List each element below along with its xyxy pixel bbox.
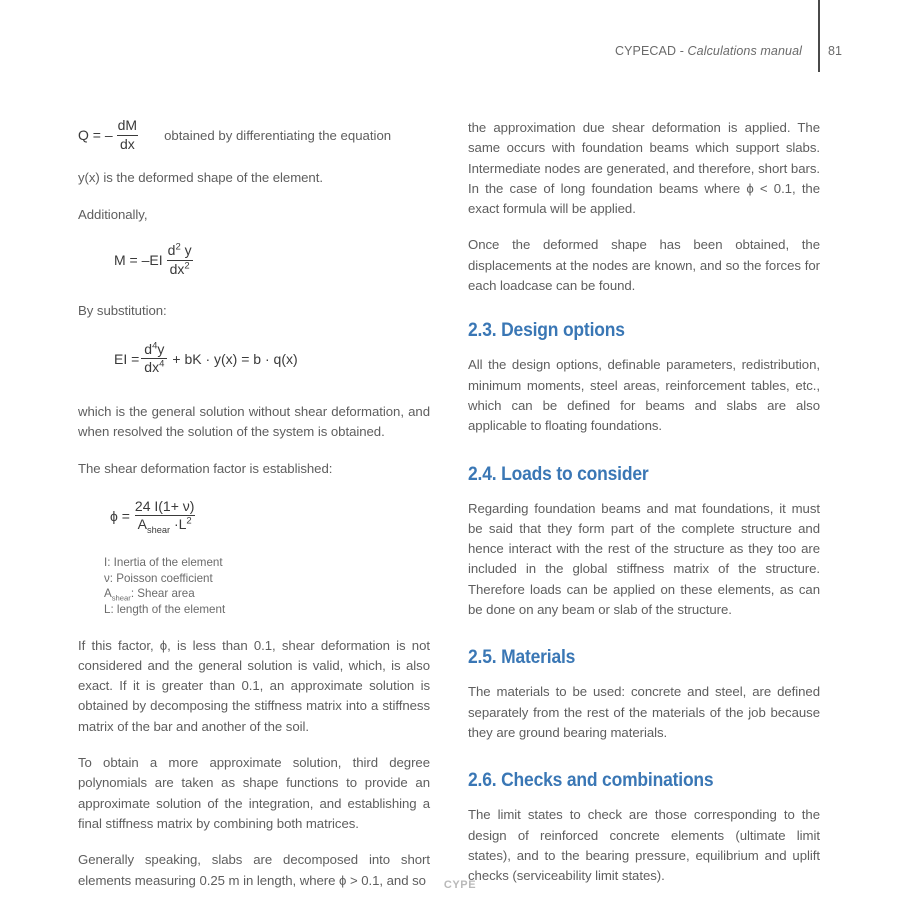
- equation-moment-num-base: d: [167, 241, 176, 258]
- page-header: [0, 0, 920, 90]
- definition-poisson: ν: Poisson coefficient: [104, 571, 213, 585]
- definition-shear-area-symbol: A: [104, 587, 112, 601]
- paragraph-deformed-obtained: Once the deformed shape has been obtained, the displacements at the nodes are known, and so the forces for each loadcase can be found.: [468, 237, 820, 294]
- equation-moment-num-variable: y: [184, 241, 192, 258]
- paragraph-design-options: All the design options, definable parameters, redistribution, minimum moments, steel areas, reinforcement tables, etc., which can be defined for beams and slabs are also applicable to floating foundations.: [468, 357, 820, 434]
- header-divider-rule: [818, 0, 820, 72]
- paragraph-slabs: Generally speaking, slabs are decomposed into short elements measuring 0.25 m in length, where ϕ > 0.1, and so: [78, 852, 430, 888]
- heading-loads-to-consider: 2.4. Loads to consider: [468, 463, 649, 485]
- paragraph-deformed-shape: y(x) is the deformed shape of the element.: [78, 170, 323, 186]
- paragraph-shear-factor: The shear deformation factor is established:: [78, 460, 333, 476]
- equation-moment-denominator: [167, 260, 193, 278]
- equation-general-solution: [114, 339, 430, 376]
- equation-phi-numerator: 24 I(1+ ν): [134, 497, 195, 514]
- left-column: [78, 118, 430, 907]
- paragraph-general-solution: which is the general solution without shear deformation, and when resolved the solution of the system is obtained.: [78, 403, 430, 440]
- equation-phi-den-length: ·L: [173, 516, 187, 533]
- paragraph-polynomials: To obtain a more approximate solution, third degree polynomials are taken as shape functions to provide an approximate solution of the integration, and establishing a final stiffness matrix by combining both matrices.: [78, 755, 430, 831]
- paragraph-additionally: Additionally,: [78, 206, 148, 222]
- equation-general-denominator: [141, 358, 167, 376]
- paragraph-by-substitution: By substitution:: [78, 303, 167, 319]
- footer-brand-cype: CYPE: [443, 879, 477, 891]
- definition-shear-area-text: : Shear area: [130, 587, 195, 601]
- paragraph-loads: Regarding foundation beams and mat foundations, it must be said that they form part of the complete structure and hence interact with the rest of the structure as they too are included in the global stiffness matrix of the structure. Therefore loads can be applied on these elements, as can be done on any beam or slab of the structure.: [468, 500, 820, 618]
- equation-moment-num-exponent: 2: [175, 241, 181, 253]
- equation-general-num-variable: y: [157, 340, 165, 357]
- right-column: [468, 118, 820, 902]
- paragraph-materials: The materials to be used: concrete and steel, are defined separately from the rest of the materials of the job because they are ground bearing materials.: [468, 684, 820, 740]
- definition-shear-area-subscript: shear: [111, 593, 131, 603]
- equation-moment-fraction: [165, 243, 195, 277]
- equation-phi-fraction: [132, 497, 198, 536]
- equation-moment-den-exponent: 2: [184, 259, 190, 271]
- equation-general-numerator: [141, 339, 167, 359]
- equation-general-num-base: d: [144, 340, 153, 357]
- header-title: [615, 44, 802, 58]
- equation-phi: [110, 497, 430, 536]
- equation-general-den-exponent: 4: [159, 358, 165, 370]
- header-product-name: CYPECAD -: [614, 44, 688, 58]
- equation-moment-numerator: [165, 243, 195, 260]
- equation-phi-den-subscript: shear: [146, 525, 171, 536]
- equation-general-lhs: EI =: [114, 350, 140, 367]
- page-footer: [0, 875, 920, 893]
- paragraph-checks: The limit states to check are those corresponding to the design of reinforced concrete elements (ultimate limit states), and to the bearing pressure, equilibrium and uplift checks (serviceability limit states).: [468, 807, 820, 884]
- equation-moment: [114, 243, 430, 277]
- symbol-definitions-list: [104, 555, 430, 617]
- definition-shear-area: [104, 586, 430, 602]
- equation-phi-den-exponent: 2: [186, 515, 192, 527]
- definition-length: L: length of the element: [104, 602, 226, 616]
- header-manual-name: Calculations manual: [687, 44, 802, 58]
- equation-shear-denominator: dx: [117, 135, 138, 153]
- equation-shear-note: obtained by differentiating the equation: [164, 127, 392, 143]
- equation-phi-lhs: ϕ =: [110, 507, 130, 524]
- paragraph-approximation: the approximation due shear deformation is applied. The same occurs with foundation beams which support slabs. Intermediate nodes are generated, and therefore, short bars. In the case of long foundation beams where ϕ < 0.1, the exact formula will be applied.: [468, 120, 820, 217]
- equation-general-den-base: dx: [144, 359, 160, 376]
- equation-shear-fraction: [115, 118, 140, 152]
- equation-general-num-exponent: 4: [152, 339, 158, 351]
- equation-shear-force: [78, 118, 430, 152]
- heading-checks-and-combinations: 2.6. Checks and combinations: [468, 770, 714, 792]
- heading-materials: 2.5. Materials: [468, 647, 576, 669]
- equation-phi-denominator: [135, 515, 195, 536]
- equation-general-fraction: [141, 339, 167, 376]
- equation-moment-lhs: M = –EI: [114, 252, 163, 269]
- equation-moment-den-base: dx: [169, 260, 185, 277]
- equation-shear-numerator: dM: [117, 117, 138, 133]
- definition-inertia: I: Inertia of the element: [104, 556, 223, 570]
- page-number: 81: [828, 44, 842, 58]
- heading-design-options: 2.3. Design options: [468, 320, 625, 342]
- equation-general-rhs: + bK · y(x) = b · q(x): [172, 350, 298, 367]
- equation-phi-den-area: A: [137, 516, 147, 533]
- paragraph-factor-rule: If this factor, ϕ, is less than 0.1, shear deformation is not considered and the general solution is valid, which, is also exact. If it is greater than 0.1, an approximate solution is obtained by decomposing the stiffness matrix into a stiffness matrix of the bar and another of the soil.: [78, 637, 430, 734]
- equation-shear-lhs: Q = –: [78, 127, 113, 144]
